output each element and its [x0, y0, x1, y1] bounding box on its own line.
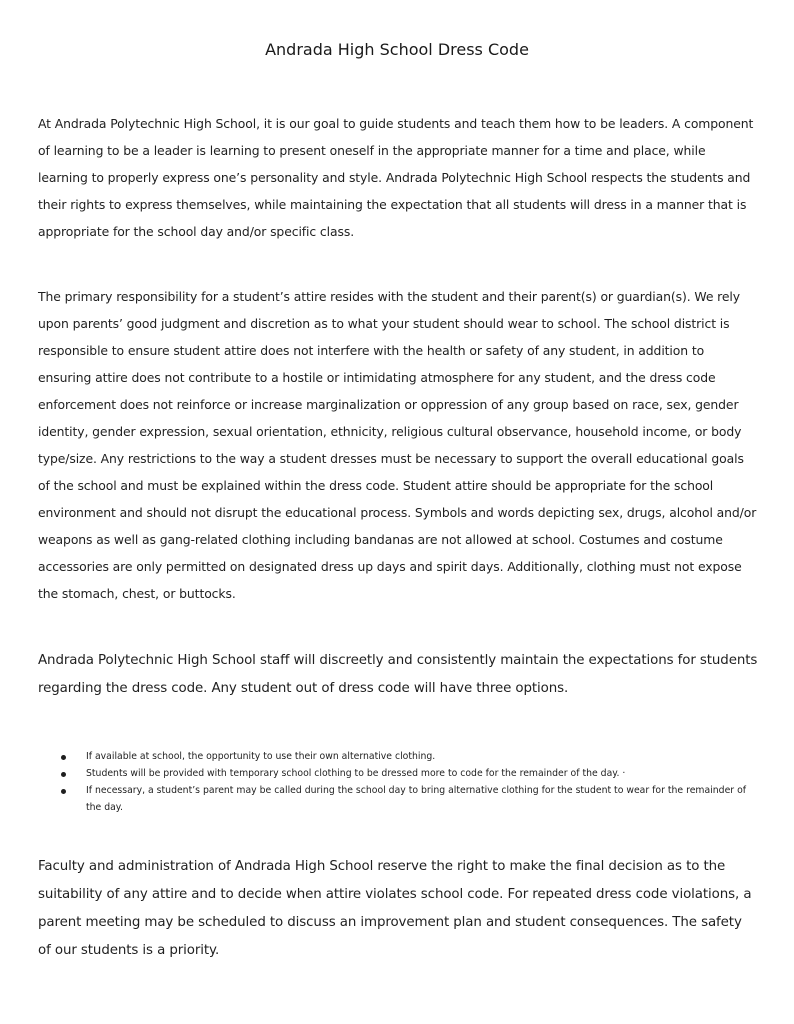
document-title: Andrada High School Dress Code — [265, 40, 529, 59]
responsibility-paragraph: The primary responsibility for a student’s attire resides with the student and their parent(s) or guardian(s). We rely upon parents’ good judgment and discretion as to what your student should wear to school. The school district is responsible to ensure student attire does not interfere with the health or safety of any student, in addition to ensuring attire does not contribute to a hostile or intimidating atmosphere for any student, and the dress code enforcement does not reinforce or increase marginalization or oppression of any group based on race, sex, gender identity, gender expression, sexual orientation, ethnicity, religious cultural observance, household income, or body type/size. Any restrictions to the way a student dresses must be necessary to support the overall educational goals of the school and must be explained within the dress code. Student attire should be appropriate for the school environment and should not disrupt the educational process. Symbols and words depicting sex, drugs, alcohol and/or weapons as well as gang-related clothing including bandanas are not allowed at school. Costumes and costume accessories are only permitted on designated dress up days and spirit days. Additionally, clothing must not expose the stomach, chest, or buttocks. — [38, 289, 757, 601]
bullet-icon — [61, 789, 66, 794]
closing-paragraph: Faculty and administration of Andrada High School reserve the right to make the final decision as to the suitability of any attire and to decide when attire violates school code. For repeated dress code violations, a parent meeting may be scheduled to discuss an improvement plan and student consequences. The safety of our students is a priority. — [38, 859, 752, 958]
options-list — [60, 748, 750, 816]
list-item — [60, 748, 750, 765]
bullet-icon — [61, 772, 66, 777]
intro-paragraph: At Andrada Polytechnic High School, it is our goal to guide students and teach them how to be leaders. A component of learning to be a leader is learning to present oneself in the appropriate manner for a time and place, while learning to properly express one’s personality and style. Andrada Polytechnic High School respects the students and their rights to express themselves, while maintaining the expectation that all students will dress in a manner that is appropriate for the school day and/or specific class. — [38, 116, 754, 239]
list-item — [60, 782, 750, 816]
option-text: If available at school, the opportunity to use their own alternative clothing. — [86, 751, 436, 762]
option-text: If necessary, a student’s parent may be called during the school day to bring alternative clothing for the student to wear for the remainder of the day. — [86, 785, 747, 813]
bullet-icon — [61, 755, 66, 760]
list-item — [60, 765, 750, 782]
enforcement-paragraph: Andrada Polytechnic High School staff will discreetly and consistently maintain the expectations for students regarding the dress code. Any student out of dress code will have three options. — [38, 653, 758, 696]
option-text: Students will be provided with temporary school clothing to be dressed more to code for the remainder of the day. · — [86, 768, 626, 779]
